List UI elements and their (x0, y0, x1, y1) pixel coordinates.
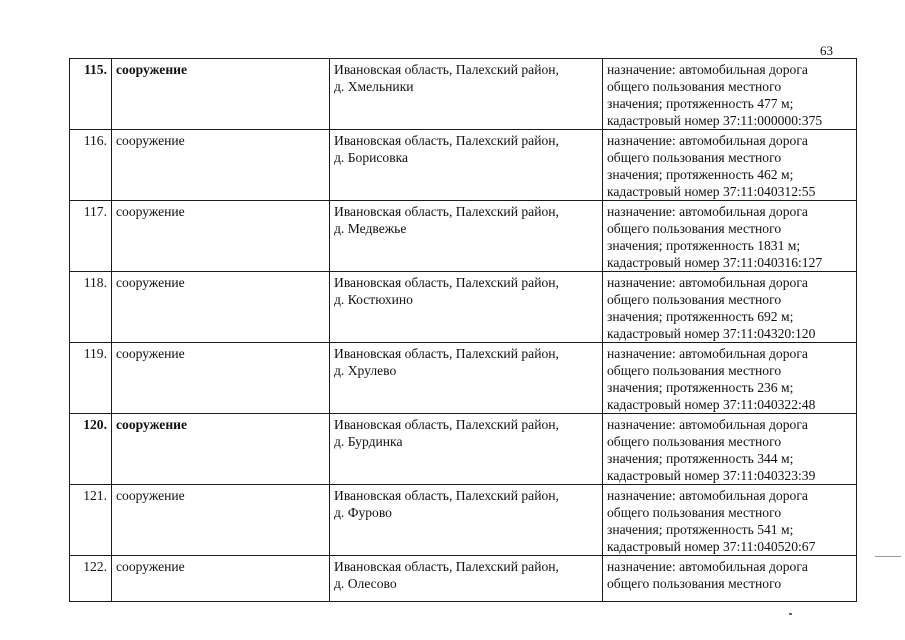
description-line: общего пользования местного (607, 576, 782, 591)
description-line: назначение: автомобильная дорога (607, 417, 808, 432)
object-type: сооружение (112, 130, 330, 201)
address-line: Ивановская область, Палехский район, (334, 417, 559, 432)
object-type: сооружение (112, 485, 330, 556)
address-line: Ивановская область, Палехский район, (334, 346, 559, 361)
description-line: общего пользования местного (607, 292, 782, 307)
row-number: 121. (70, 485, 112, 556)
table-row (70, 272, 857, 343)
address-line: д. Хмельники (334, 79, 414, 94)
table-row (70, 556, 857, 602)
description-line: значения; протяженность 541 м; (607, 522, 794, 537)
row-number: 119. (70, 343, 112, 414)
description-line: назначение: автомобильная дорога (607, 204, 808, 219)
description-line: назначение: автомобильная дорога (607, 488, 808, 503)
object-address (330, 414, 603, 485)
address-line: д. Фурово (334, 505, 392, 520)
description-line: общего пользования местного (607, 505, 782, 520)
object-type: сооружение (112, 201, 330, 272)
object-address (330, 556, 603, 602)
object-type: сооружение (112, 59, 330, 130)
description-line: назначение: автомобильная дорога (607, 346, 808, 361)
description-line: кадастровый номер 37:11:040312:55 (607, 184, 816, 199)
object-description (603, 272, 857, 343)
object-type: сооружение (112, 272, 330, 343)
description-line: значения; протяженность 236 м; (607, 380, 794, 395)
description-line: кадастровый номер 37:11:000000:375 (607, 113, 823, 128)
row-number: 118. (70, 272, 112, 343)
description-line: общего пользования местного (607, 221, 782, 236)
table-row (70, 201, 857, 272)
row-number: 117. (70, 201, 112, 272)
address-line: Ивановская область, Палехский район, (334, 559, 559, 574)
object-address (330, 485, 603, 556)
description-line: значения; протяженность 344 м; (607, 451, 794, 466)
description-line: назначение: автомобильная дорога (607, 62, 808, 77)
description-line: назначение: автомобильная дорога (607, 559, 808, 574)
table-row (70, 343, 857, 414)
object-address (330, 59, 603, 130)
description-line: назначение: автомобильная дорога (607, 275, 808, 290)
address-line: Ивановская область, Палехский район, (334, 133, 559, 148)
object-description (603, 343, 857, 414)
description-line: общего пользования местного (607, 434, 782, 449)
description-line: назначение: автомобильная дорога (607, 133, 808, 148)
page-number: 63 (820, 43, 833, 58)
row-number: 115. (70, 59, 112, 130)
table-row (70, 130, 857, 201)
table-row (70, 485, 857, 556)
description-line: кадастровый номер 37:11:040323:39 (607, 468, 816, 483)
row-number: 120. (70, 414, 112, 485)
object-address (330, 343, 603, 414)
object-description (603, 201, 857, 272)
table-row (70, 59, 857, 130)
description-line: значения; протяженность 1831 м; (607, 238, 801, 253)
description-line: значения; протяженность 462 м; (607, 167, 794, 182)
object-type: сооружение (112, 556, 330, 602)
address-line: Ивановская область, Палехский район, (334, 275, 559, 290)
object-description (603, 414, 857, 485)
object-type: сооружение (112, 343, 330, 414)
object-description (603, 485, 857, 556)
address-line: Ивановская область, Палехский район, (334, 488, 559, 503)
description-line: кадастровый номер 37:11:040322:48 (607, 397, 816, 412)
table-row (70, 414, 857, 485)
description-line: общего пользования местного (607, 363, 782, 378)
object-address (330, 201, 603, 272)
row-number: 116. (70, 130, 112, 201)
description-line: общего пользования местного (607, 79, 782, 94)
description-line: общего пользования местного (607, 150, 782, 165)
scan-speck (875, 556, 901, 557)
address-line: д. Борисовка (334, 150, 409, 165)
property-registry-table (69, 58, 857, 602)
object-description (603, 130, 857, 201)
address-line: д. Костюхино (334, 292, 413, 307)
address-line: д. Бурдинка (334, 434, 403, 449)
address-line: д. Медвежье (334, 221, 407, 236)
description-line: кадастровый номер 37:11:04320:120 (607, 326, 816, 341)
address-line: д. Олесово (334, 576, 397, 591)
address-line: Ивановская область, Палехский район, (334, 62, 559, 77)
scan-speck (789, 613, 792, 615)
description-line: значения; протяженность 477 м; (607, 96, 794, 111)
row-number: 122. (70, 556, 112, 602)
description-line: кадастровый номер 37:11:040316:127 (607, 255, 823, 270)
object-type: сооружение (112, 414, 330, 485)
address-line: д. Хрулево (334, 363, 397, 378)
object-description (603, 59, 857, 130)
object-description (603, 556, 857, 602)
object-address (330, 272, 603, 343)
description-line: кадастровый номер 37:11:040520:67 (607, 539, 816, 554)
address-line: Ивановская область, Палехский район, (334, 204, 559, 219)
object-address (330, 130, 603, 201)
description-line: значения; протяженность 692 м; (607, 309, 794, 324)
